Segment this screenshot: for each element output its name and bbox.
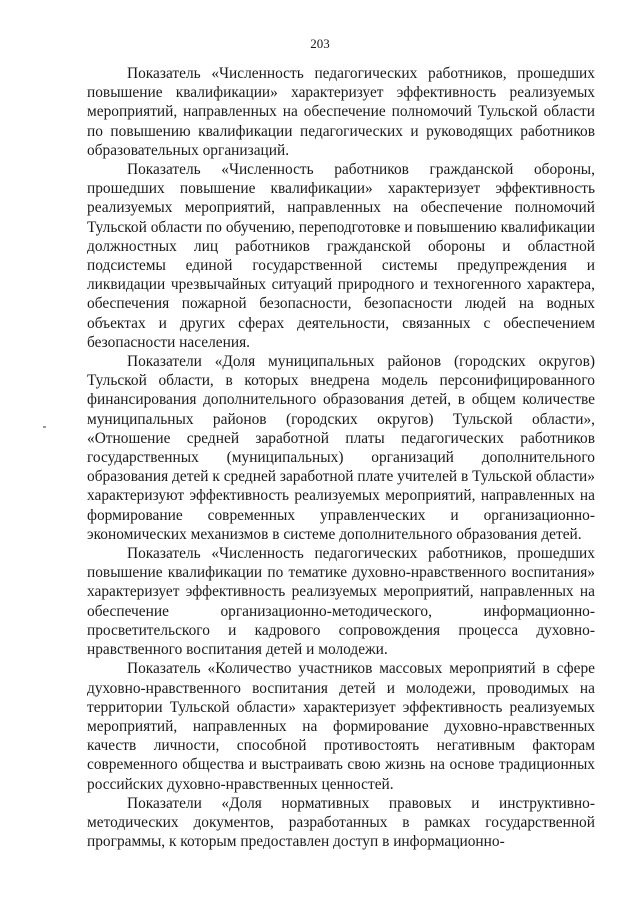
page-body — [87, 64, 595, 851]
margin-mark — [43, 426, 46, 428]
paragraph: Показатель «Численность работников гражданской обороны, прошедших повышение квалификации» характеризует эффективность реализуемых мероприятий, направленных на обеспечение полномочий Тульской области по обучению, переподготовке и повышению квалификации должностных лиц работников гражданской обороны и областной подсистемы единой государственной системы предупреждения и ликвидации чрезвычайных ситуаций природного и техногенного характера, обеспечения пожарной безопасности, безопасности людей на водных объектах и других сферах деятельности, связанных с обеспечением безопасности населения. — [87, 161, 595, 351]
paragraph: Показатель «Количество участников массовых мероприятий в сфере духовно-нравственного воспитания детей и молодежи, проводимых на территории Тульской области» характеризует эффективность реализуемых мероприятий, направленных на формирование духовно-нравственных качеств личности, способной противостоять негативным факторам современного общества и выстраивать свою жизнь на основе традиционных российских духовно-нравственных ценностей. — [87, 660, 595, 793]
paragraph: Показатели «Доля нормативных правовых и инструктивно-методических документов, разработанных в рамках государственной программы, к которым предоставлен доступ в информационно- — [87, 794, 595, 851]
paragraph: Показатель «Численность педагогических работников, прошедших повышение квалификации по тематике духовно-нравственного воспитания» характеризует эффективность реализуемых мероприятий, направленных на обеспечение организационно-методического, информационно-просветительского и кадрового сопровождения процесса духовно-нравственного воспитания детей и молодежи. — [87, 545, 595, 659]
page-number: 203 — [310, 36, 330, 51]
paragraph: Показатели «Доля муниципальных районов (городских округов) Тульской области, в которых внедрена модель персонифицированного финансирования дополнительного образования детей, в общем количестве муниципальных районов (городских округов) Тульской области», «Отношение средней заработной платы педагогических работников государственных (муниципальных) организаций дополнительного образования детей к средней заработной плате учителей в Тульской области» характеризуют эффективность реализуемых мероприятий, направленных на формирование современных управленческих и организационно-экономических механизмов в системе дополнительного образования детей. — [87, 353, 595, 543]
paragraph: Показатель «Численность педагогических работников, прошедших повышение квалификации» характеризует эффективность реализуемых мероприятий, направленных на обеспечение полномочий Тульской области по повышению квалификации педагогических и руководящих работников образовательных организаций. — [87, 65, 595, 159]
